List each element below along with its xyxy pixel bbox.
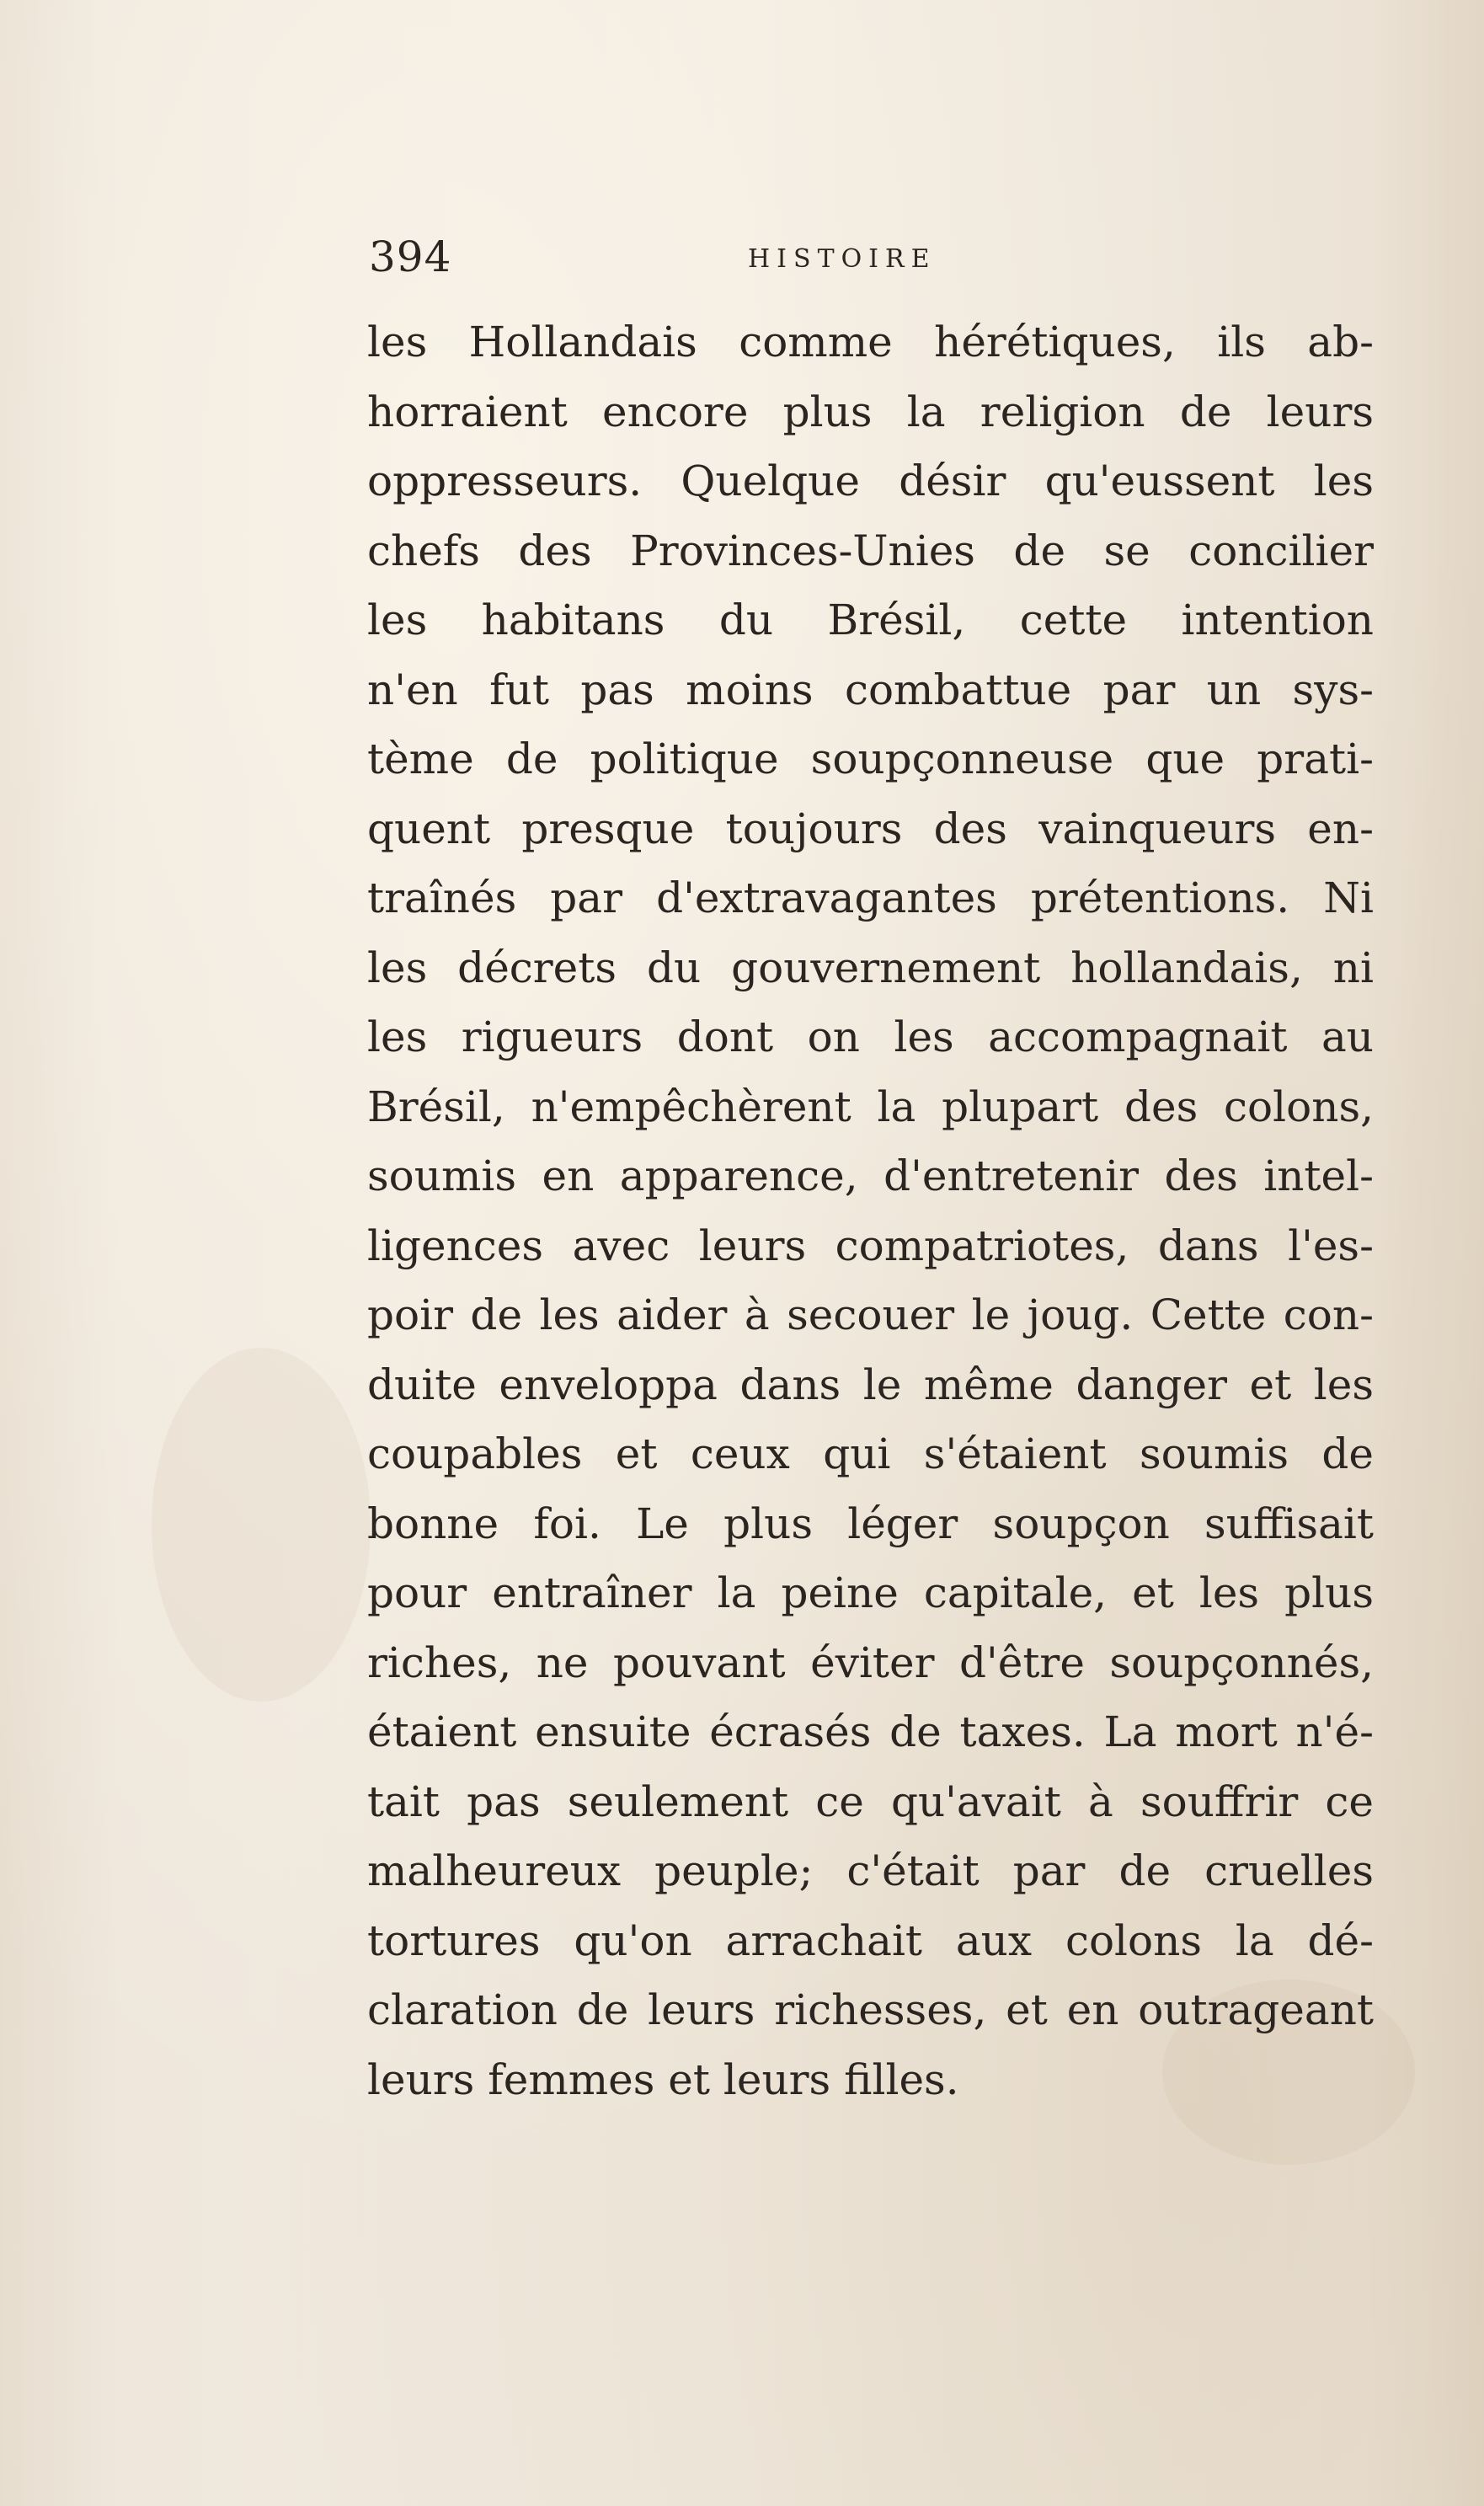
text-line: malheureux peuple; c'était par de cruelles (367, 1846, 1374, 1895)
text-line: tait pas seulement ce qu'avait à souffrir ce (367, 1777, 1374, 1826)
text-line: coupables et ceux qui s'étaient soumis de (367, 1429, 1374, 1478)
text-line: n'en fut pas moins combattue par un sys- (367, 665, 1374, 714)
text-line: soumis en apparence, d'entretenir des intel- (367, 1151, 1374, 1200)
text-line: traînés par d'extravagantes prétentions. Ni (367, 874, 1374, 922)
text-line: oppresseurs. Quelque désir qu'eussent les (367, 457, 1374, 505)
running-head: HISTOIRE (748, 244, 937, 274)
page-header (369, 227, 1371, 286)
text-line: duite enveloppa dans le même danger et les (367, 1360, 1374, 1409)
paper-stain (152, 1348, 371, 1702)
page-number: 394 (369, 232, 452, 281)
body-text (367, 307, 1374, 2114)
text-line: quent presque toujours des vainqueurs en- (367, 804, 1374, 853)
text-line: ligences avec leurs compatriotes, dans l'es- (367, 1221, 1374, 1270)
text-line: leurs femmes et leurs filles. (367, 2054, 959, 2104)
text-line: les habitans du Brésil, cette intention (367, 596, 1374, 644)
text-line: riches, ne pouvant éviter d'être soupçonnés, (367, 1638, 1374, 1687)
text-line: claration de leurs richesses, et en outrageant (367, 1985, 1374, 2034)
text-line: poir de les aider à secouer le joug. Cette con- (367, 1290, 1374, 1339)
text-line: les Hollandais comme hérétiques, ils ab- (367, 318, 1374, 366)
text-line: étaient ensuite écrasés de taxes. La mort n'é- (367, 1707, 1374, 1756)
text-line: Brésil, n'empêchèrent la plupart des colons, (367, 1082, 1374, 1131)
text-line: tème de politique soupçonneuse que prati- (367, 735, 1374, 783)
text-line: horraient encore plus la religion de leurs (367, 387, 1374, 436)
text-line: tortures qu'on arrachait aux colons la dé- (367, 1916, 1374, 1965)
text-line: chefs des Provinces-Unies de se concilier (367, 526, 1374, 575)
text-line: les décrets du gouvernement hollandais, ni (367, 943, 1374, 992)
text-line: pour entraîner la peine capitale, et les plus (367, 1568, 1374, 1617)
text-line: les rigueurs dont on les accompagnait au (367, 1013, 1374, 1061)
text-line: bonne foi. Le plus léger soupçon suffisait (367, 1499, 1374, 1548)
